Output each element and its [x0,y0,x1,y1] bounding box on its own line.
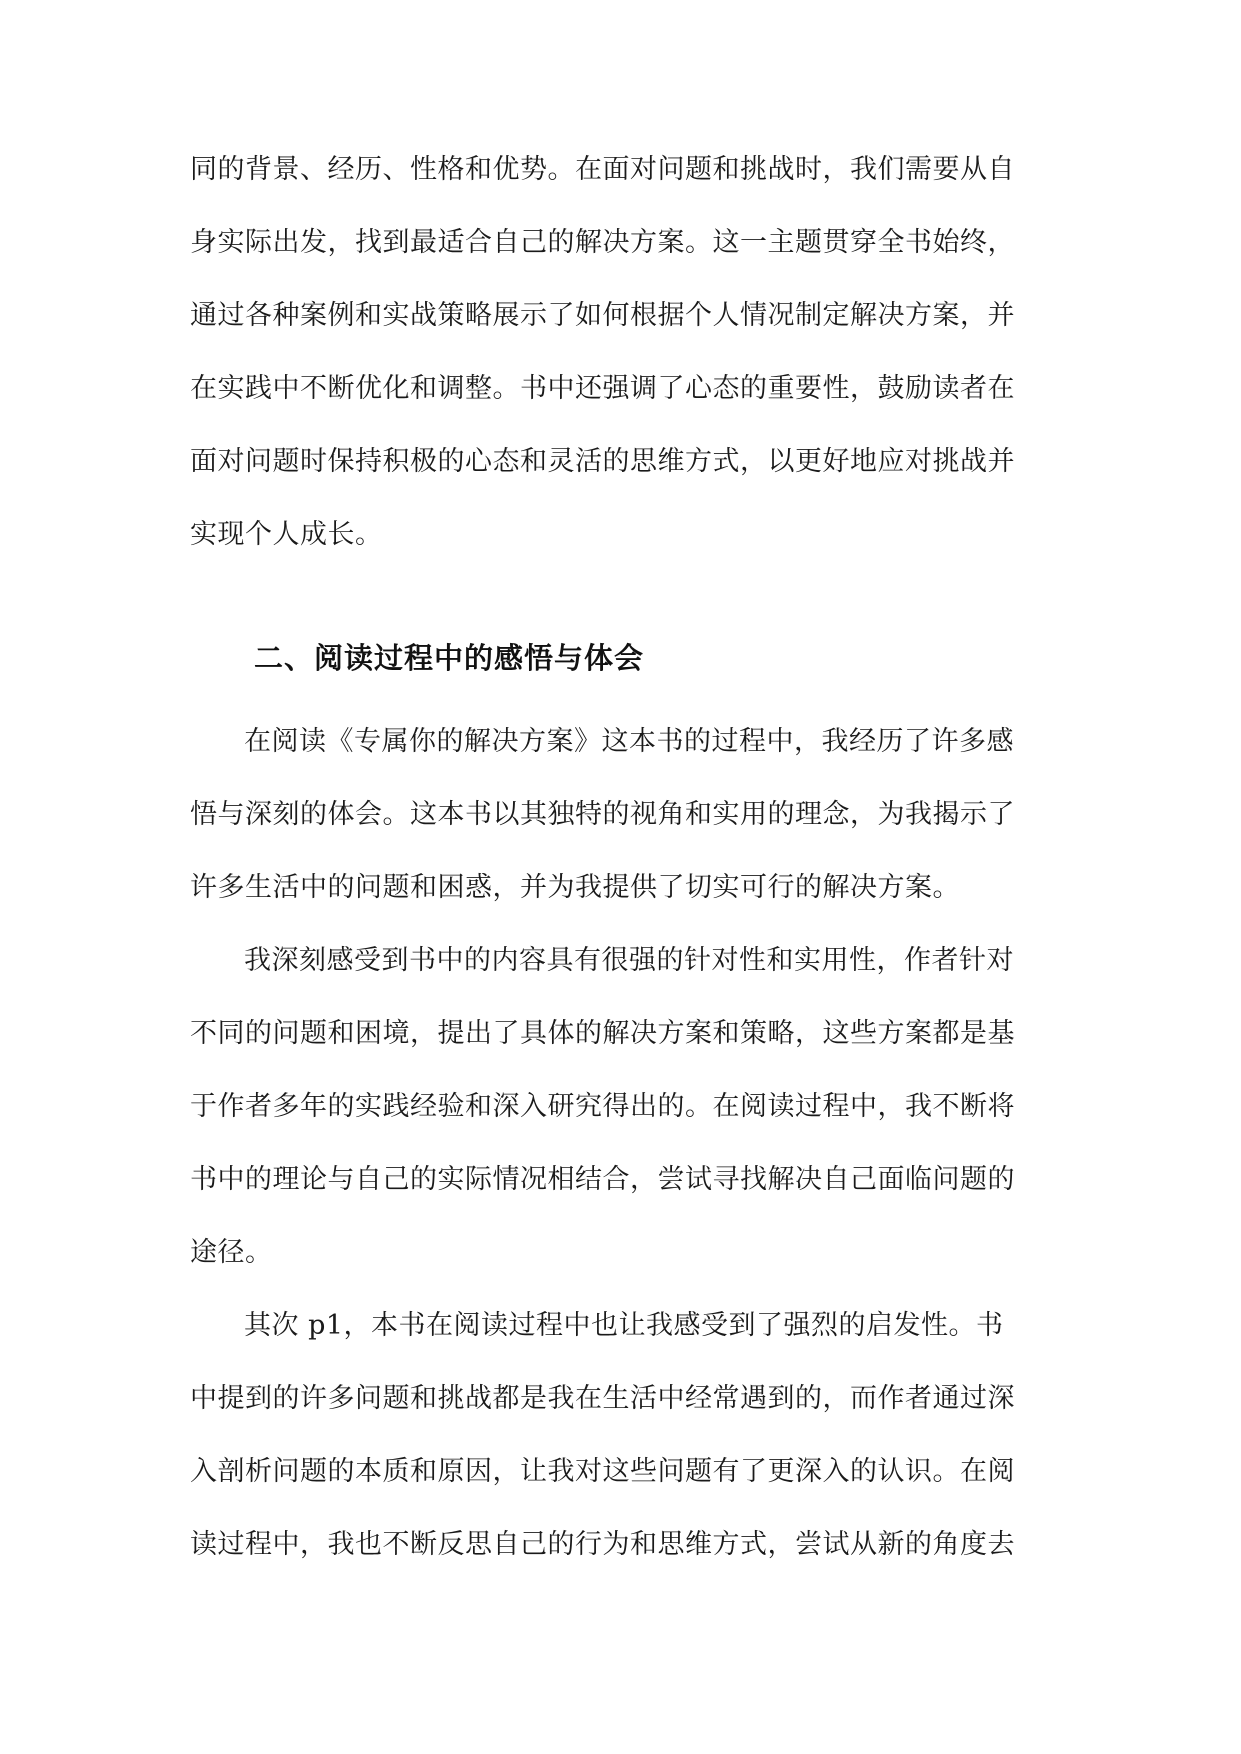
paragraph-line: 入剖析问题的本质和原因，让我对这些问题有了更深入的认识。在阅 [190,1456,1015,1487]
paragraph-line: 于作者多年的实践经验和深入研究得出的。在阅读过程中，我不断将 [190,1091,1015,1122]
paragraph-line: 许多生活中的问题和困惑，并为我提供了切实可行的解决方案。 [190,872,960,903]
paragraph-line: 不同的问题和困境，提出了具体的解决方案和策略，这些方案都是基 [190,1018,1015,1049]
paragraph-line: 途径。 [190,1237,273,1268]
paragraph-line: 读过程中，我也不断反思自己的行为和思维方式，尝试从新的角度去 [190,1529,1015,1560]
paragraph-line: 身实际出发，找到最适合自己的解决方案。这一主题贯穿全书始终， [190,227,1015,258]
paragraph-line: 悟与深刻的体会。这本书以其独特的视角和实用的理念，为我揭示了 [190,799,1015,830]
paragraph-line: 中提到的许多问题和挑战都是我在生活中经常遇到的，而作者通过深 [190,1383,1015,1414]
paragraph-line: 在实践中不断优化和调整。书中还强调了心态的重要性，鼓励读者在 [190,373,1015,404]
section-heading: 二、阅读过程中的感悟与体会 [254,641,645,675]
paragraph-line: 实现个人成长。 [190,519,383,550]
paragraph-line: 其次 p1，本书在阅读过程中也让我感受到了强烈的启发性。书 [244,1310,1004,1341]
paragraph-line: 面对问题时保持积极的心态和灵活的思维方式，以更好地应对挑战并 [190,446,1015,477]
paragraph-line: 同的背景、经历、性格和优势。在面对问题和挑战时，我们需要从自 [190,154,1015,185]
paragraph-line: 我深刻感受到书中的内容具有很强的针对性和实用性，作者针对 [244,945,1014,976]
paragraph-line: 在阅读《专属你的解决方案》这本书的过程中，我经历了许多感 [244,726,1014,757]
paragraph-line: 书中的理论与自己的实际情况相结合，尝试寻找解决自己面临问题的 [190,1164,1015,1195]
paragraph-line: 通过各种案例和实战策略展示了如何根据个人情况制定解决方案，并 [190,300,1015,331]
